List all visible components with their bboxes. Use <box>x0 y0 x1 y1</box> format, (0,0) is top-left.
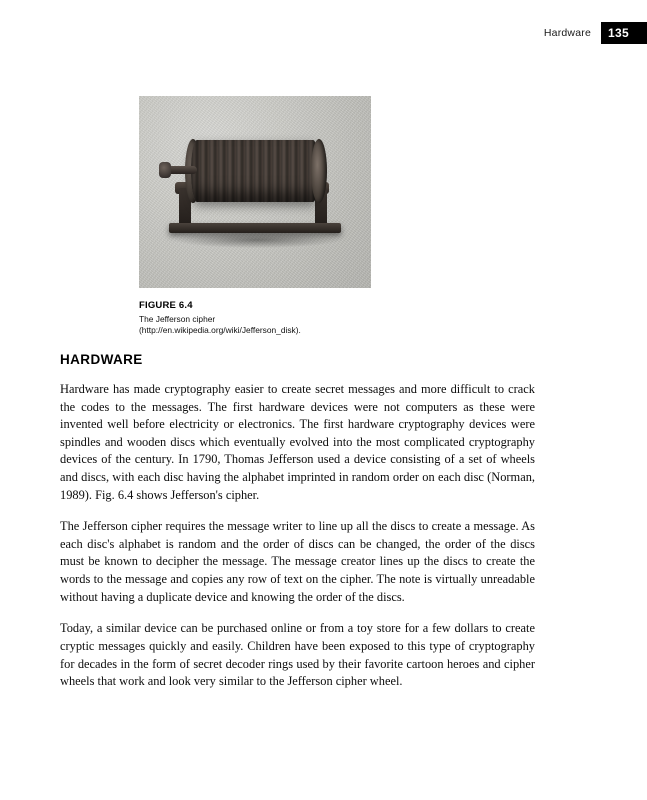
cylinder-axle <box>167 166 197 174</box>
figure-6-4 <box>139 96 371 335</box>
figure-number-label: FIGURE 6.4 <box>139 300 193 311</box>
running-head <box>544 22 647 44</box>
running-head-section-label: Hardware <box>543 27 591 39</box>
figure-caption <box>139 300 371 335</box>
jefferson-cipher-photograph <box>139 96 371 288</box>
body-paragraph-3: Today, a similar device can be purchased online or from a toy store for a few dollars to create cryptic messages quickly and easily. Children have been exposed to this type of cryptography for decades in the form of secret decoder rings used by their favorite cartoon heroes and cipher wheels that work and look very similar to the Jefferson cipher wheel. <box>60 621 535 689</box>
body-paragraph-2: The Jefferson cipher requires the message writer to line up all the discs to create a message. As each disc's alphabet is random and the order of discs can be changed, the order of the discs must be known to decipher the message. The message creator lines up the discs to create the words to the message and copies any row of text on the cipher. The note is virtually unreadable without having a duplicate device and knowing the order of the discs. <box>60 519 535 604</box>
figure-caption-text: The Jefferson cipher (http://en.wikipedia.org/wiki/Jefferson_disk). <box>139 314 301 335</box>
cipher-disc-stack <box>191 140 319 202</box>
cylinder-shadow <box>175 232 339 248</box>
cylinder-knob <box>159 162 171 178</box>
body-content <box>60 352 535 691</box>
body-paragraph-1: Hardware has made cryptography easier to create secret messages and more difficult to crack the codes to the messages. The first hardware devices were not computers as these were invented well before electricity or electronics. The first hardware cryptography devices were spindles and wooden discs which eventually evolved into the most complicated cryptography devices of the century. In 1790, Thomas Jefferson used a device consisting of a set of wheels and discs, with each disc having the alphabet imprinted in random order on each disc (Norman, 1989). Fig. 6.4 shows Jefferson's cipher. <box>60 382 535 502</box>
section-heading-hardware: HARDWARE <box>60 352 143 367</box>
cylinder-end-cap-right <box>311 139 327 203</box>
stand-base <box>169 223 341 233</box>
page-number-badge: 135 <box>601 22 647 44</box>
